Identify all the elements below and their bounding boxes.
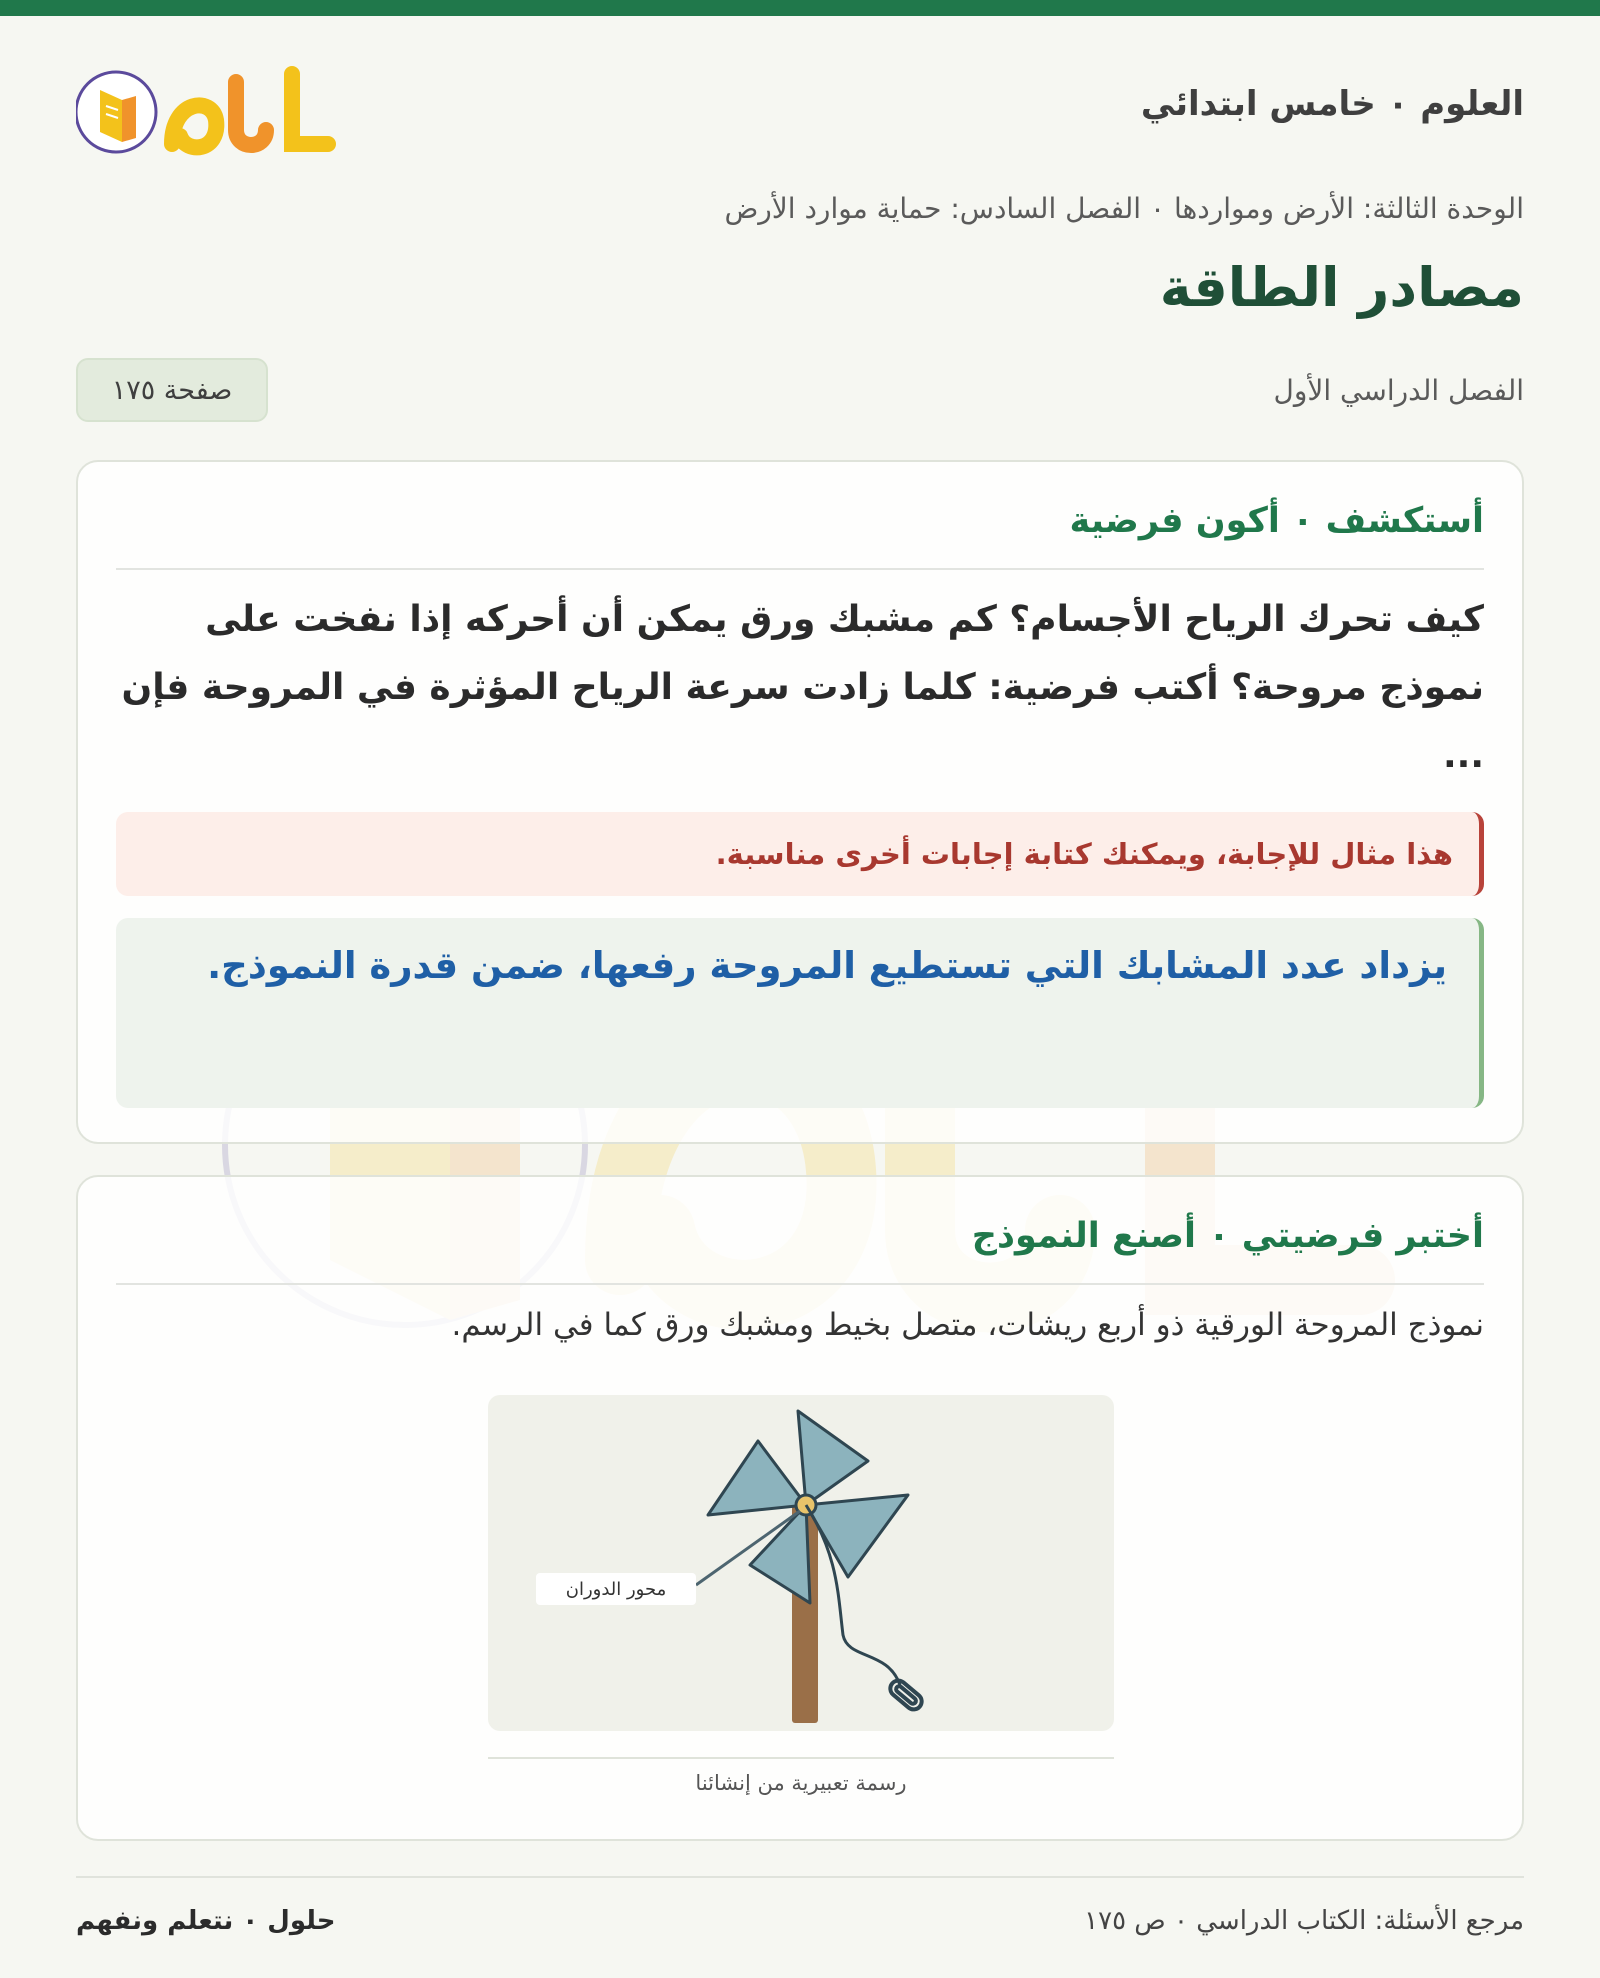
top-accent-bar	[0, 0, 1600, 16]
caption-divider	[488, 1757, 1114, 1759]
rotation-axis-label: محور الدوران	[565, 1579, 667, 1600]
page-title: مصادر الطاقة	[1159, 256, 1524, 319]
pinwheel-illustration	[488, 1395, 1114, 1731]
breadcrumb: الوحدة الثالثة: الأرض ومواردها ٠ الفصل السادس: حماية موارد الأرض	[724, 192, 1524, 225]
card-title: أستكشف ٠ أكون فرضية	[116, 498, 1484, 570]
note-text: هذا مثال للإجابة، ويمكنك كتابة إجابات أخرى مناسبة.	[715, 837, 1453, 871]
hypothesis-card	[76, 460, 1524, 1144]
figure-caption: رسمة تعبيرية من إنشائنا	[695, 1771, 907, 1795]
page-header	[76, 60, 1524, 160]
note-box	[116, 812, 1484, 896]
answer-text: يزداد عدد المشابك التي تستطيع المروحة رفعها، ضمن قدرة النموذج.	[207, 944, 1447, 987]
footer-brand: حلول ٠ نتعلم ونفهم	[76, 1906, 336, 1936]
answer-box	[116, 918, 1484, 1108]
pinwheel-figure	[488, 1395, 1114, 1731]
logo-icon[interactable]	[76, 60, 336, 160]
model-description: نموذج المروحة الورقية ذو أربع ريشات، متصل بخيط ومشبك ورق كما في الرسم.	[451, 1307, 1484, 1343]
subject-title: العلوم ٠ خامس ابتدائي	[1140, 84, 1524, 124]
footer-reference: مرجع الأسئلة: الكتاب الدراسي ٠ ص ١٧٥	[1084, 1906, 1524, 1936]
page-badge: صفحة ١٧٥	[76, 358, 268, 422]
semester-label: الفصل الدراسي الأول	[1273, 374, 1524, 407]
model-card	[76, 1175, 1524, 1841]
question-text: كيف تحرك الرياح الأجسام؟ كم مشبك ورق يمكن أن أحركه إذا نفخت على نموذج مروحة؟ أكتب فرضية: كلما زادت سرعة الرياح المؤثرة في المروحة فإن ...	[121, 599, 1484, 776]
footer-divider	[76, 1876, 1524, 1878]
card-title: أختبر فرضيتي ٠ أصنع النموذج	[116, 1213, 1484, 1285]
